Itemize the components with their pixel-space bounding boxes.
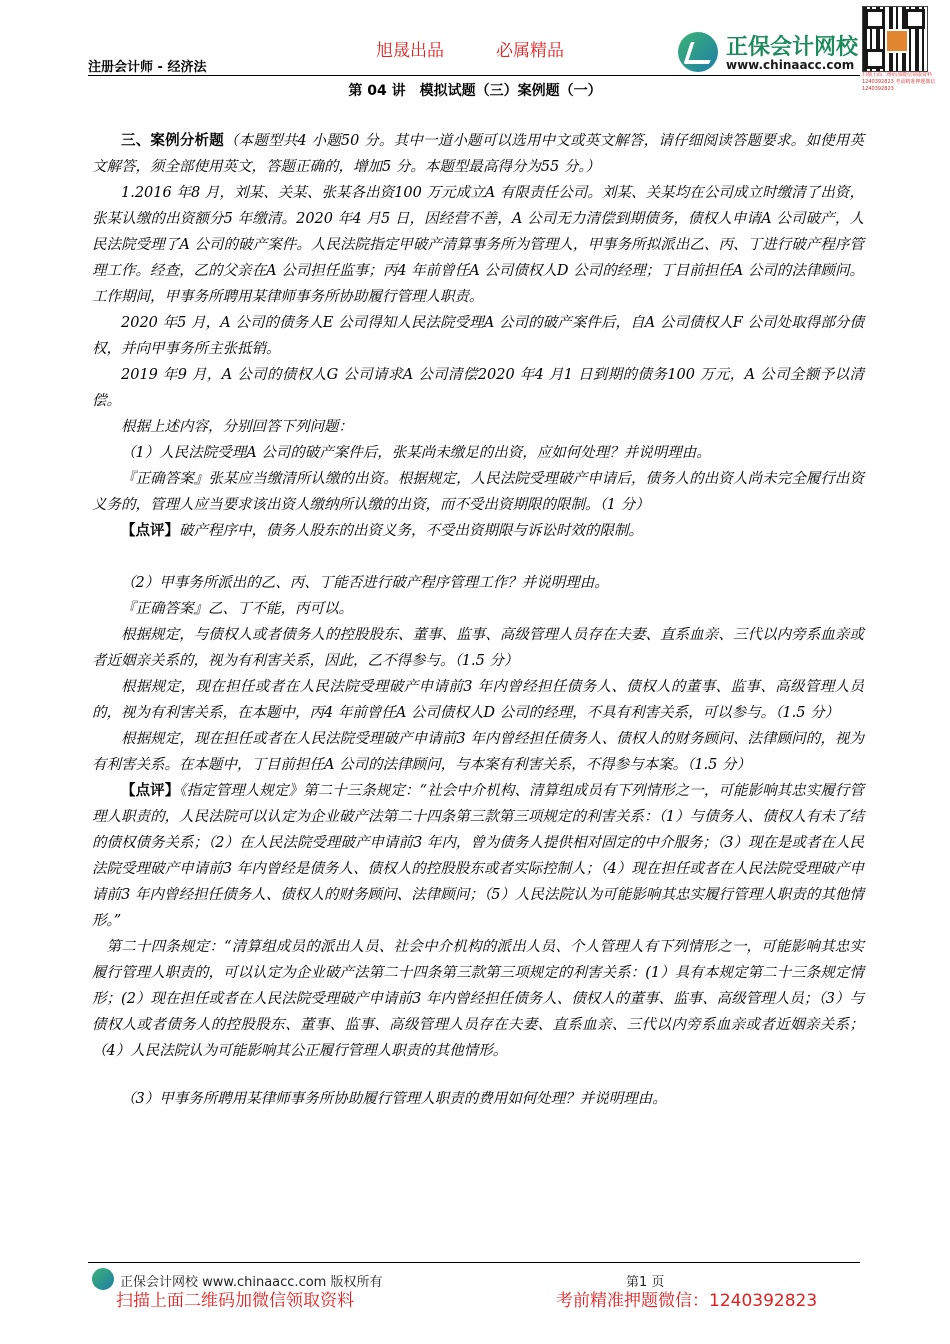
header-divider — [88, 75, 860, 76]
footer-logo-icon — [92, 1268, 114, 1290]
answer-1 — [92, 466, 864, 518]
page-number: 第1 页 — [626, 1275, 665, 1290]
footer-promo-left: 扫描上面二维码加微信领取资料 — [116, 1291, 354, 1311]
reason-2-2: 根据规定，现在担任或者在人民法院受理破产申请前3 年内曾经担任债务人、债权人的董事、监事、高级管理人员的，视为有利害关系，在本题中，丙4 年前曾任A 公司债权人D 公司的经理，不具有利害关系，可以参与。（1.5 分） — [92, 679, 864, 721]
answer-text: 张某应当缴清所认缴的出资。根据规定，人民法院受理破产申请后，债务人的出资人尚未完全履行出资义务的，管理人应当要求该出资人缴纳所认缴的出资，而不受出资期限的限制。（1 分） — [92, 471, 864, 513]
brand-logo — [678, 28, 858, 76]
answer-label: 『正确答案』 — [121, 601, 208, 617]
case-paragraph-2: 2020 年5 月，A 公司的债务人E 公司得知人民法院受理A 公司的破产案件后，自A 公司债权人F 公司处取得部分债权，并向甲事务所主张抵销。 — [92, 315, 864, 357]
question-3: （3）甲事务所聘用某律师事务所协助履行管理人职责的费用如何处理？并说明理由。 — [121, 1091, 667, 1107]
brand-logo-url: www.chinaacc.com — [726, 58, 855, 72]
promo-text-2: 必属精品 — [496, 41, 564, 61]
section-heading: 三、案例分析题 — [121, 132, 224, 149]
brand-logo-text: 正保会计网校 — [726, 35, 859, 60]
section-intro — [92, 128, 864, 180]
promo-text-1: 旭晟出品 — [376, 41, 444, 61]
comment-1 — [92, 518, 864, 544]
answer-text: 乙、丁不能，丙可以。 — [208, 601, 353, 617]
comment-label: 【点评】 — [121, 522, 179, 539]
qr-note: 扫描上面二维码加微信领取资料 1240392823 考前精准押题微信 1240392823 — [862, 72, 936, 92]
comment-text: 《指定管理人规定》第二十三条规定：“社会中介机构、清算组成员有下列情形之一，可能影响其忠实履行管理人职责的，人民法院可以认定为企业破产法第二十四条第三款第三项规定的利害关系：（1）与债务人、债权人有未了结的债权债务关系；（2）在人民法院受理破产申请前3 年内，曾为债务人提供相对固定的中介服务；（3）现在是或者在人民法院受理破产申请前3 年内曾经是债务人、债权人的控股股东或者实际控制人；（4）现在担任或者在人民法院受理破产申请前3 年内曾经担任债务人、债权人的财务顾问、法律顾问；（5）人民法院认为可能影响其忠实履行管理人职责的其他情形。” — [92, 783, 864, 929]
reason-2-3: 根据规定，现在担任或者在人民法院受理破产申请前3 年内曾经担任债务人、债权人的财务顾问、法律顾问的，视为有利害关系。在本题中，丁目前担任A 公司的法律顾问，与本案有利害关系，不得参与本案。（1.5 分） — [92, 731, 864, 773]
question-1: （1）人民法院受理A 公司的破产案件后，张某尚未缴足的出资，应如何处理？并说明理由。 — [121, 445, 711, 461]
footer-divider — [88, 1262, 860, 1263]
reason-2-1: 根据规定，与债权人或者债务人的控股股东、董事、监事、高级管理人员存在夫妻、直系血亲、三代以内旁系血亲或者近姻亲关系的，视为有利害关系，因此，乙不得参与。（1.5 分） — [92, 627, 864, 669]
answer-2 — [92, 596, 864, 622]
footer-copyright: 正保会计网校 www.chinaacc.com 版权所有 — [120, 1275, 383, 1290]
comment-2-continued: 第二十四条规定：“清算组成员的派出人员、社会中介机构的派出人员、个人管理人有下列情形之一，可能影响其忠实履行管理人职责的，可以认定为企业破产法第二十四条第三款第三项规定的利害关系：(1）具有本规定第二十三条规定情形；(2）现在担任或者在人民法院受理破产申请前3 年内曾经担任债务人、债权人的董事、监事、高级管理人员；（3）与债权人或者债务人的控股股东、董事、监事、高级管理人员存在夫妻、直系血亲、三代以内旁系血亲或者近姻亲关系；（4）人民法院认为可能影响其公正履行管理人职责的其他情形。 — [92, 939, 864, 1059]
comment-label: 【点评】 — [121, 782, 180, 799]
comment-text: 破产程序中，债务人股东的出资义务，不受出资期限与诉讼时效的限制。 — [179, 523, 643, 539]
case-paragraph-3: 2019 年9 月，A 公司的债权人G 公司请求A 公司清偿2020 年4 月1 日到期的债务100 万元，A 公司全额予以清偿。 — [92, 367, 864, 409]
footer-promo-right: 考前精准押题微信：1240392823 — [556, 1291, 818, 1311]
case-paragraph-4: 根据上述内容，分别回答下列问题： — [121, 419, 353, 435]
section-instructions: （本题型共4 小题50 分。其中一道小题可以选用中文或英文解答，请仔细阅读答题要求。如使用英文解答，须全部使用英文，答题正确的，增加5 分。本题型最高得分为55 分。） — [92, 133, 865, 175]
page-title: 第 04 讲 模拟试题（三）案例题（一） — [348, 83, 602, 99]
question-2: （2）甲事务所派出的乙、丙、丁能否进行破产程序管理工作？并说明理由。 — [121, 575, 609, 591]
answer-label: 『正确答案』 — [121, 471, 209, 487]
qr-code-icon — [862, 6, 928, 72]
course-label: 注册会计师 - 经济法 — [88, 60, 207, 75]
case-paragraph-1: 1.2016 年8 月，刘某、关某、张某各出资100 万元成立A 有限责任公司。刘某、关某均在公司成立时缴清了出资，张某认缴的出资额分5 年缴清。2020 年4 月5 日，因经营不善，A 公司无力清偿到期债务，债权人申请A 公司破产，人民法院受理了A 公司的破产案件。人民法院指定甲破产清算事务所为管理人，甲事务所拟派出乙、丙、丁进行破产程序管理工作。经查，乙的父亲在A 公司担任监事；丙4 年前曾任A 公司债权人D 公司的经理；丁目前担任A 公司的法律顾问。工作期间，甲事务所聘用某律师事务所协助履行管理人职责。 — [92, 185, 864, 305]
document-body — [92, 128, 864, 1112]
comment-2 — [92, 778, 864, 934]
brand-logo-icon — [678, 32, 718, 72]
